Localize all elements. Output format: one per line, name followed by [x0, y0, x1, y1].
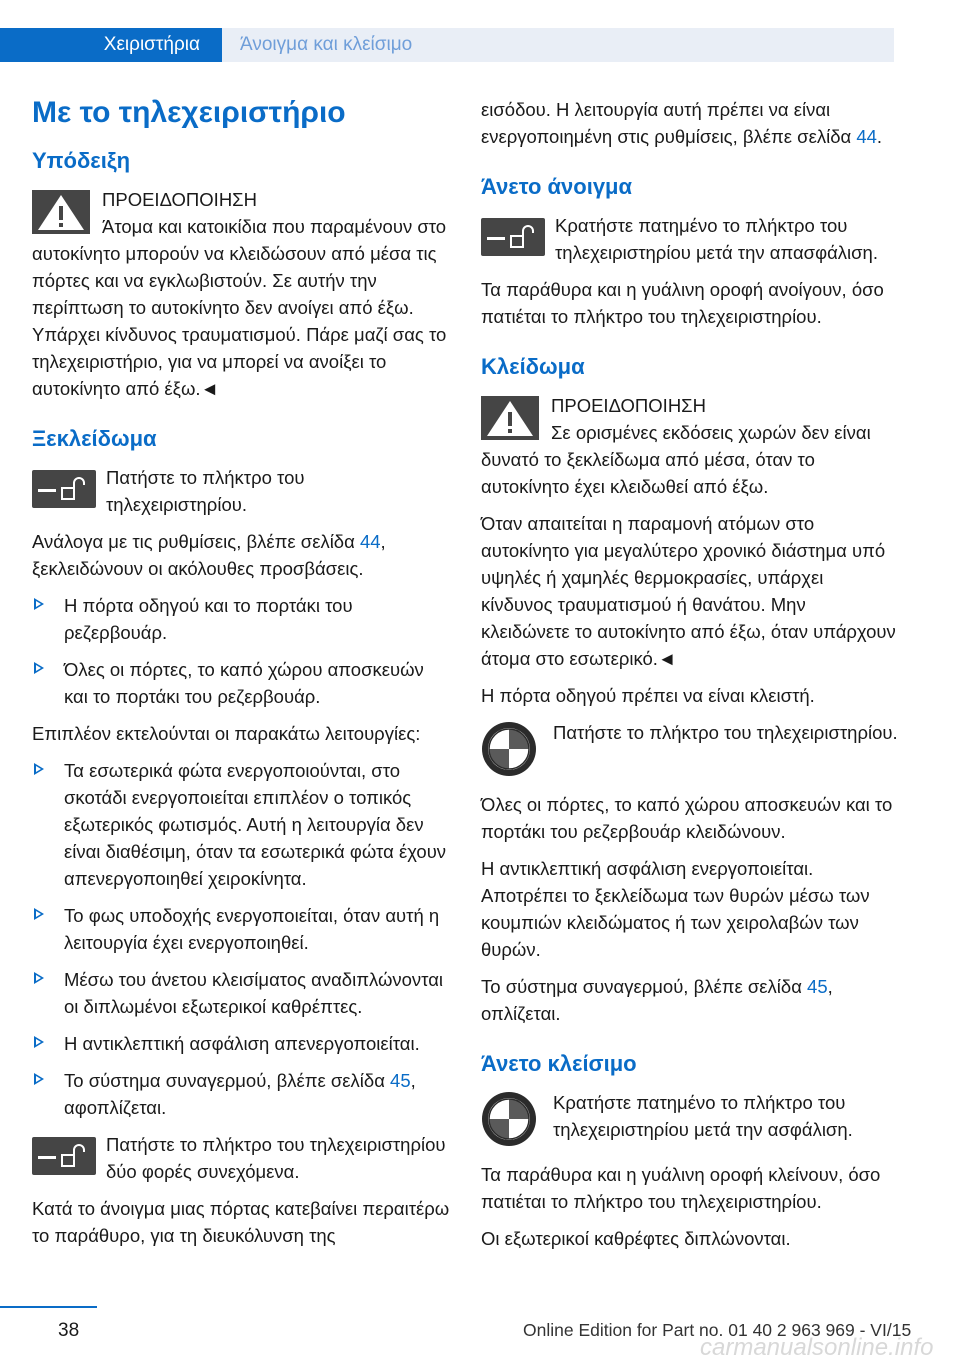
comfort-close-instruction: Κρατήστε πατημένο το πλήκτρο του τηλεχειριστηρίου μετά την ασφάλιση.	[553, 1092, 853, 1140]
edition-label: Online Edition for Part no. 01 40 2 963 969 - VI/15	[523, 1320, 912, 1340]
footer-rule	[0, 1306, 97, 1308]
comfort-open-instruction: Κρατήστε πατημένο το πλήκτρο του τηλεχειριστηρίου μετά την απασφάλιση.	[555, 215, 878, 263]
functions-list	[32, 757, 450, 1121]
warning-text-continued: Όταν απαιτείται η παραμονή ατόμων στο αυτοκίνητο για μεγαλύτερο χρονικό διάστημα υπό υψηλές ή χαμηλές θερμοκρασίες, υπάρχει κίνδυνος τραυματισμού ή θανάτου. Μην κλειδώνετε το αυτοκίνητο από έξω, όταν υπάρχουν άτομα στο εσωτερικό.◄	[481, 513, 896, 669]
unlock-instruction: Πατήστε το πλήκτρο του τηλεχειριστηρίου.	[106, 467, 305, 515]
lock-result: Όλες οι πόρτες, το καπό χώρου αποσκευών και το πορτάκι του ρεζερβουάρ κλειδώνουν.	[481, 794, 893, 842]
warning-block	[481, 392, 899, 500]
warning-text: Άτομα και κατοικίδια που παραμένουν στο αυτοκίνητο μπορούν να κλειδώσουν από μέσα τις πόρτες και να εγκλωβιστούν. Σε αυτήν την περίπτωση το αυτοκίνητο δεν ανοίγει από έξω. Υπάρχει κίνδυνος τραυματισμού. Πάρε μαζί σας το τηλεχειριστήριο, για να μπορεί να ανοίξει το αυτοκίνητο από έξω.◄	[32, 216, 447, 399]
page-link[interactable]: 45	[807, 976, 828, 997]
unlock-heading: Ξεκλείδωμα	[32, 426, 157, 451]
list-item: Η πόρτα οδηγού και το πορτάκι του ρεζερβουάρ.	[32, 592, 450, 646]
comfort-open-step	[481, 212, 899, 266]
lock-heading: Κλείδωμα	[481, 354, 585, 379]
comfort-close-heading: Άνετο κλείσιμο	[481, 1051, 637, 1076]
page-title: Με το τηλεχειριστήριο	[32, 96, 346, 129]
list-item: Μέσω του άνετου κλεισίματος αναδιπλώνονται οι διπλωμένοι εξωτερικοί καθρέπτες.	[32, 966, 450, 1020]
list-item: Τα εσωτερικά φώτα ενεργοποιούνται, στο σκοτάδι ενεργοποιείται επιπλέον ο τοπικός εξωτερικός φωτισμός. Αυτή η λειτουργία δεν είναι διαθέσιμη, όταν τα εσωτερικά φώτα έχουν απενεργοποιηθεί χειροκίνητα.	[32, 757, 450, 892]
page-number: 38	[58, 1320, 80, 1341]
section-tab[interactable]: Χειριστήρια	[0, 28, 222, 62]
warning-text: Σε ορισμένες εκδόσεις χωρών δεν είναι δυνατό το ξεκλείδωμα από μέσα, όταν το αυτοκίνητο έχει κλειδωθεί από έξω.	[481, 422, 871, 497]
page-link[interactable]: 44	[856, 126, 877, 147]
comfort-open-result: Τα παράθυρα και η γυάλινη οροφή ανοίγουν, όσο πατιέται το πλήκτρο του τηλεχειριστηρίου.	[481, 279, 884, 327]
access-list	[32, 592, 450, 710]
subsection-tab[interactable]: Άνοιγμα και κλείσιμο	[222, 28, 894, 62]
list-item: Όλες οι πόρτες, το καπό χώρου αποσκευών και το πορτάκι του ρεζερβουάρ.	[32, 656, 450, 710]
antitheft-paragraph: Η αντικλεπτική ασφάλιση ενεργοποιείται. Αποτρέπει το ξεκλείδωμα των θυρών μέσω των κουμπιών κλειδώματος ή των χειρολαβών των θυρών.	[481, 858, 870, 960]
comfort-close-step	[481, 1089, 899, 1151]
page-link[interactable]: 44	[359, 531, 381, 552]
remote-unlock-icon	[481, 218, 545, 256]
lock-instruction: Πατήστε το πλήκτρο του τηλεχειριστηρίου.	[553, 722, 898, 743]
functions-intro: Επιπλέον εκτελούνται οι παρακάτω λειτουργίες:	[32, 723, 421, 744]
page-link[interactable]: 45	[390, 1070, 411, 1091]
remote-unlock-icon	[32, 1137, 96, 1175]
alarm-paragraph: Το σύστημα συναγερμού, βλέπε σελίδα 45, οπλίζεται.	[481, 976, 833, 1024]
continuation-paragraph: εισόδου. Η λειτουργία αυτή πρέπει να είναι ενεργοποιημένη στις ρυθμίσεις, βλέπε σελίδα 44.	[481, 99, 883, 147]
bmw-logo-icon	[481, 1091, 537, 1147]
comfort-close-result: Τα παράθυρα και η γυάλινη οροφή κλείνουν, όσο πατιέται το πλήκτρο του τηλεχειριστηρίου.	[481, 1164, 881, 1212]
right-column	[481, 96, 899, 1262]
press-twice-step	[32, 1131, 450, 1185]
press-twice-instruction: Πατήστε το πλήκτρο του τηλεχειριστηρίου δύο φορές συνεχόμενα.	[106, 1134, 446, 1182]
lock-step	[481, 719, 899, 781]
warning-block	[32, 186, 450, 402]
remote-unlock-icon	[32, 470, 96, 508]
list-item: Το σύστημα συναγερμού, βλέπε σελίδα 45, αφοπλίζεται.	[32, 1067, 450, 1121]
unlock-step	[32, 464, 450, 518]
warning-label: ΠΡΟΕΙΔΟΠΟΙΗΣΗ	[102, 189, 257, 210]
left-column	[32, 96, 450, 1259]
window-paragraph: Κατά το άνοιγμα μιας πόρτας κατεβαίνει περαιτέρω το παράθυρο, για τη διευκόλυνση της	[32, 1198, 450, 1246]
warning-label: ΠΡΟΕΙΔΟΠΟΙΗΣΗ	[551, 395, 706, 416]
settings-paragraph: Ανάλογα με τις ρυθμίσεις, βλέπε σελίδα 44, ξεκλειδώνουν οι ακόλουθες προσβάσεις.	[32, 531, 386, 579]
list-item: Το φως υποδοχής ενεργοποιείται, όταν αυτή η λειτουργία έχει ενεργοποιηθεί.	[32, 902, 450, 956]
warning-triangle-icon	[481, 396, 539, 440]
header-bar	[0, 0, 960, 62]
door-closed-paragraph: Η πόρτα οδηγού πρέπει να είναι κλειστή.	[481, 685, 815, 706]
mirrors-paragraph: Οι εξωτερικοί καθρέφτες διπλώνονται.	[481, 1228, 791, 1249]
watermark: carmanualsonline.info	[700, 1334, 934, 1361]
hint-heading: Υπόδειξη	[32, 148, 131, 173]
comfort-open-heading: Άνετο άνοιγμα	[481, 174, 633, 199]
bmw-logo-icon	[481, 721, 537, 777]
warning-triangle-icon	[32, 190, 90, 234]
list-item: Η αντικλεπτική ασφάλιση απενεργοποιείται.	[32, 1030, 450, 1057]
